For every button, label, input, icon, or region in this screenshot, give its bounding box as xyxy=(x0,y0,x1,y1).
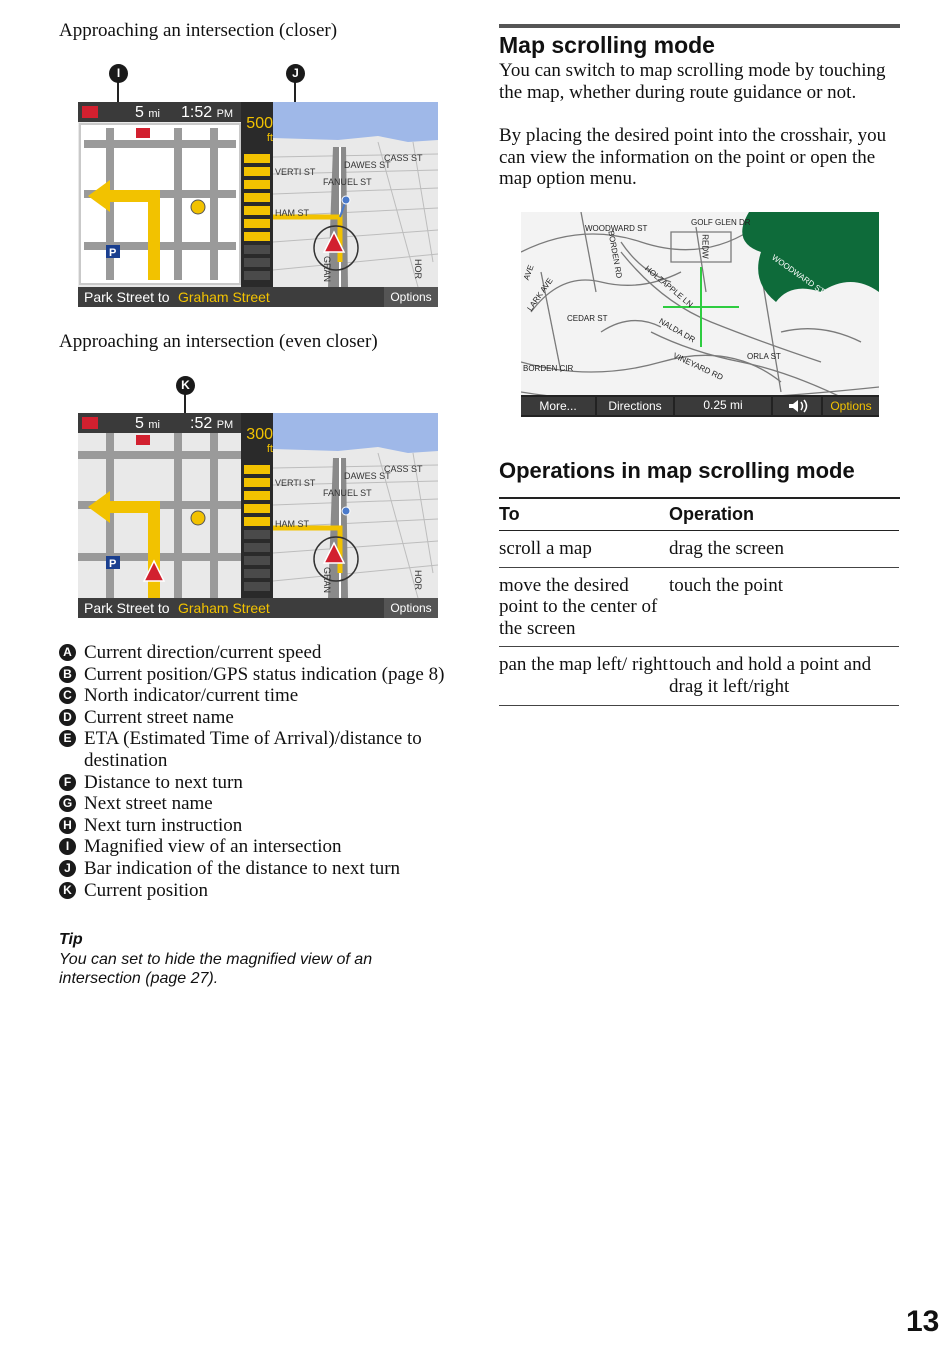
street-label: HAM ST xyxy=(275,519,310,529)
legend-badge: F xyxy=(59,774,76,791)
legend-list xyxy=(59,642,469,901)
legend-badge: A xyxy=(59,644,76,661)
table-cell: move the desired point to the center of the screen xyxy=(499,567,669,647)
map-street-label: NALDA DR xyxy=(657,316,697,345)
legend-badge: E xyxy=(59,730,76,747)
street-from: Park Street to xyxy=(84,289,170,305)
page-number: 13 xyxy=(906,1305,940,1338)
street-label: VERTI ST xyxy=(275,167,316,177)
legend-item xyxy=(59,664,469,686)
street-label: FANUEL ST xyxy=(323,488,372,498)
table-row xyxy=(499,647,899,705)
map-street-label: CEDAR ST xyxy=(567,314,608,323)
crosshair-paragraph: By placing the desired point into the crosshair, you can view the information on the point or open the map option menu. xyxy=(499,125,887,190)
callout-k: K xyxy=(176,376,195,395)
legend-badge: K xyxy=(59,882,76,899)
table-cell: touch the point xyxy=(669,567,899,647)
street-label: GRAN xyxy=(322,255,333,283)
map-scroll-screen[interactable] xyxy=(521,212,879,417)
map-street-label: BORDEN RD xyxy=(606,230,624,279)
section-title: Map scrolling mode xyxy=(499,32,715,58)
map-street-label: ORLA ST xyxy=(747,352,781,361)
map-street-label: REDW xyxy=(700,234,710,259)
legend-badge: C xyxy=(59,687,76,704)
caption-even-closer: Approaching an intersection (even closer) xyxy=(59,331,378,352)
legend-text: Current direction/current speed xyxy=(84,642,322,663)
turn-distance: 500 ft xyxy=(246,115,273,144)
legend-item xyxy=(59,880,469,902)
nav-screen-closer[interactable] xyxy=(78,102,438,307)
current-time: 1:52 PM xyxy=(181,104,234,121)
legend-text: Current position xyxy=(84,879,209,901)
svg-text:P: P xyxy=(109,558,117,570)
street-label: CASS ST xyxy=(384,464,423,474)
street-label: CASS ST xyxy=(384,153,423,163)
legend-text: Distance to next turn xyxy=(84,771,243,793)
street-label: FANUEL ST xyxy=(323,177,372,187)
map-toolbar xyxy=(521,395,879,417)
more-button[interactable]: More... xyxy=(521,397,595,415)
street-bar xyxy=(78,598,438,618)
scale-indicator xyxy=(675,397,771,415)
table-cell: drag the screen xyxy=(669,531,899,568)
table-row xyxy=(499,531,899,568)
legend-text: Next street name xyxy=(84,793,213,815)
legend-text: Next turn instruction xyxy=(84,814,243,836)
street-to: Graham Street xyxy=(178,600,270,616)
legend-item xyxy=(59,707,469,729)
caption-closer: Approaching an intersection (closer) xyxy=(59,20,338,41)
legend-badge: G xyxy=(59,795,76,812)
dist-to-dest: 5 mi xyxy=(135,104,160,121)
table-cell: scroll a map xyxy=(499,531,669,568)
volume-button[interactable] xyxy=(773,397,821,415)
legend-text: Current street name xyxy=(84,706,234,728)
tip-heading: Tip xyxy=(59,931,83,948)
legend-item xyxy=(59,836,469,858)
legend-item xyxy=(59,685,469,707)
map-street-label: WOODWARD ST xyxy=(585,224,648,233)
map-street-label: VINEYARD RD xyxy=(671,350,725,383)
street-label: GRAN xyxy=(322,566,333,594)
legend-badge: D xyxy=(59,709,76,726)
table-cell: pan the map left/ right xyxy=(499,647,669,705)
legend-item xyxy=(59,642,469,664)
street-label: DAWES ST xyxy=(344,160,391,170)
callout-i: I xyxy=(109,64,128,83)
section-rule xyxy=(499,24,900,28)
legend-text: Magnified view of an intersection xyxy=(84,836,342,858)
ops-title: Operations in map scrolling mode xyxy=(499,458,855,483)
map-street-label: BORDEN CIR xyxy=(523,364,574,373)
scale-value: 0.25 mi xyxy=(703,398,743,412)
turn-distance: 300 ft xyxy=(246,426,273,455)
intro-paragraph: You can switch to map scrolling mode by touching the map, whether during route guidance or not. xyxy=(499,60,886,103)
current-time: :52 PM xyxy=(190,415,234,432)
table-header-row xyxy=(499,499,899,531)
dist-to-dest: 5 mi xyxy=(135,415,160,432)
volume-icon xyxy=(773,397,821,415)
map-street-label: WOODWARD ST xyxy=(770,252,827,297)
street-label: DAWES ST xyxy=(344,471,391,481)
street-label: VERTI ST xyxy=(275,478,316,488)
map-street-label: LARK AVE xyxy=(525,276,555,313)
map-street-label: AVE xyxy=(521,263,536,282)
map-street-label: GOLF GLEN DR xyxy=(691,218,751,227)
options-button[interactable]: Options xyxy=(384,598,438,618)
table-row xyxy=(499,567,899,647)
legend-item xyxy=(59,858,469,880)
legend-badge: J xyxy=(59,860,76,877)
legend-badge: B xyxy=(59,666,76,683)
street-to: Graham Street xyxy=(178,289,270,305)
map-street-label: HOLZAPPLE LN xyxy=(643,263,695,310)
street-label: HOR xyxy=(413,259,423,279)
legend-item xyxy=(59,728,469,771)
legend-item xyxy=(59,772,469,794)
street-label: HAM ST xyxy=(275,208,310,218)
directions-button[interactable]: Directions xyxy=(597,397,673,415)
operations-table xyxy=(499,499,899,706)
legend-item xyxy=(59,815,469,837)
legend-text: North indicator/current time xyxy=(84,685,299,707)
legend-text: ETA (Estimated Time of Arrival)/distance to destination xyxy=(84,728,422,771)
legend-badge: H xyxy=(59,817,76,834)
svg-text:P: P xyxy=(109,247,117,259)
legend-item xyxy=(59,793,469,815)
table-cell: touch and hold a point and drag it left/right xyxy=(669,647,899,705)
callout-j: J xyxy=(286,64,305,83)
street-label: HOR xyxy=(413,570,423,590)
legend-badge: I xyxy=(59,838,76,855)
options-button[interactable]: Options xyxy=(823,397,879,415)
nav-screen-even-closer[interactable] xyxy=(78,413,438,618)
options-button[interactable]: Options xyxy=(384,287,438,307)
legend-text: Bar indication of the distance to next turn xyxy=(84,857,401,879)
street-bar xyxy=(78,287,438,307)
legend-text: Current position/GPS status indication (page 8) xyxy=(84,663,445,685)
column-header-to: To xyxy=(499,499,669,531)
column-header-operation: Operation xyxy=(669,499,899,531)
street-from: Park Street to xyxy=(84,600,170,616)
tip-body: You can set to hide the magnified view of an intersection (page 27). xyxy=(59,951,373,987)
